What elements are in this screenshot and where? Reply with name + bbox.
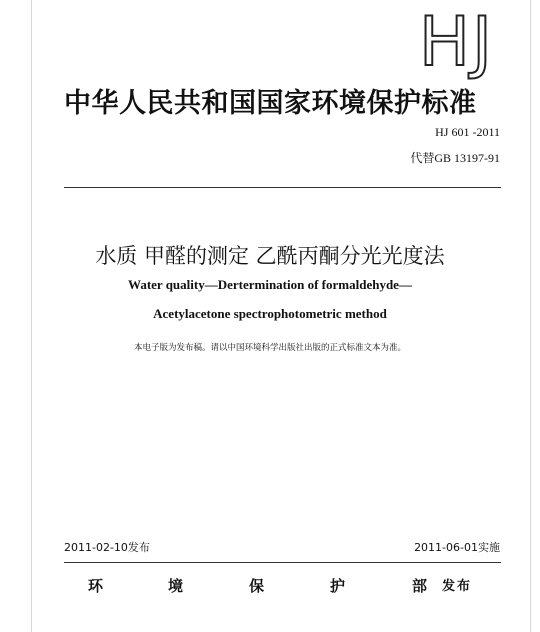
publisher-char: 环 bbox=[88, 577, 104, 595]
standard-number: HJ 601 -2011 bbox=[435, 125, 500, 139]
issue-date: 2011-02-10发布 bbox=[64, 541, 150, 554]
title-chinese: 水质 甲醛的测定 乙酰丙酮分光光度法 bbox=[95, 244, 445, 268]
bottom-divider bbox=[64, 562, 501, 563]
effective-date: 2011-06-01实施 bbox=[414, 541, 500, 554]
electronic-version-notice: 本电子版为发布稿。请以中国环境科学出版社出版的正式标准文本为准。 bbox=[133, 343, 406, 353]
title-english-line2: Acetylacetone spectrophotometric method bbox=[153, 306, 387, 321]
publisher-char: 境 bbox=[168, 577, 184, 595]
publisher-char: 保 bbox=[249, 577, 265, 595]
publisher-char: 部 bbox=[412, 577, 428, 595]
publisher-suffix: 发布 bbox=[442, 579, 473, 594]
hj-logo: HJ bbox=[418, 3, 494, 82]
title-english-line1: Water quality—Dertermination of formaldehyde— bbox=[128, 277, 412, 292]
organization-name: 中华人民共和国国家环境保护标准 bbox=[64, 88, 477, 119]
publisher-char: 护 bbox=[330, 577, 346, 595]
top-divider bbox=[64, 187, 501, 188]
replaces-standard: 代替GB 13197-91 bbox=[410, 151, 500, 165]
